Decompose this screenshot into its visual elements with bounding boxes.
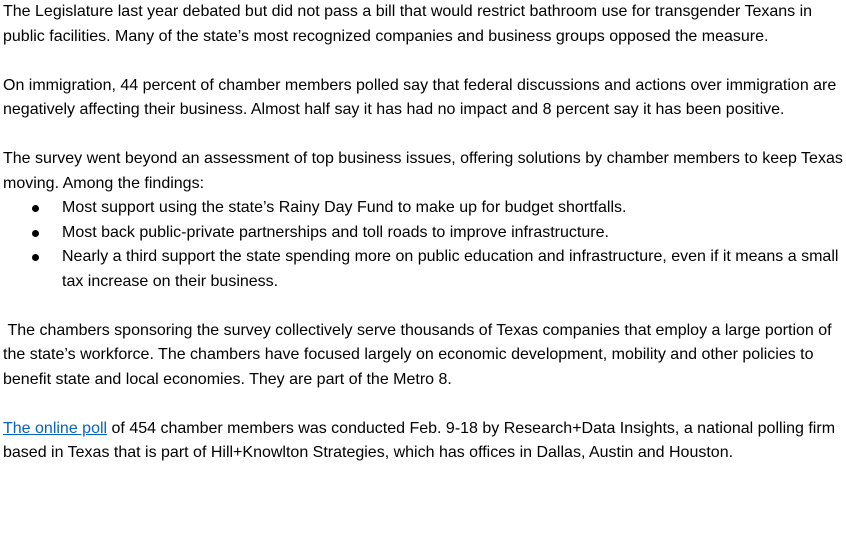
list-item (3, 245, 846, 294)
online-poll-text: of 454 chamber members was conducted Feb. 9-18 by Research+Data Insights, a national polling firm based in Texas that is part of Hill+Knowlton Strategies, which has offices in Dallas, Austin and Houston. (3, 419, 836, 461)
online-poll-link[interactable]: The online poll (3, 419, 108, 437)
list-item (3, 196, 846, 221)
paragraph-bathroom-bill: The Legislature last year debated but did not pass a bill that would restrict bathroom use for transgender Texans in public facilities. Many of the state’s most recognized companies and business groups opposed the measure. (3, 3, 813, 45)
paragraph-immigration: On immigration, 44 percent of chamber members polled say that federal discussions and actions over immigration are negatively affecting their business. Almost half say it has had no impact and 8 percent say it has been positive. (3, 76, 837, 118)
paragraph-chambers: The chambers sponsoring the survey collectively serve thousands of Texas companies that employ a large portion of the state’s workforce. The chambers have focused largely on economic development, mobility and other policies to benefit state and local economies. They are part of the Metro 8. (3, 321, 837, 388)
document-body (3, 0, 846, 466)
list-item-text: Most back public-private partnerships and toll roads to improve infrastructure. (62, 223, 609, 241)
bullet-dot-icon (32, 230, 39, 237)
list-item (3, 221, 846, 246)
findings-list (3, 196, 846, 294)
bullet-dot-icon (32, 205, 39, 212)
paragraph-online-poll (3, 417, 846, 466)
list-item-text: Nearly a third support the state spending more on public education and infrastructure, even if it means a small tax increase on their business. (62, 248, 839, 290)
paragraph-survey-findings: The survey went beyond an assessment of top business issues, offering solutions by chamber members to keep Texas moving. Among the findings: (3, 150, 843, 192)
bullet-dot-icon (32, 254, 39, 261)
list-item-text: Most support using the state’s Rainy Day Fund to make up for budget shortfalls. (62, 199, 627, 216)
